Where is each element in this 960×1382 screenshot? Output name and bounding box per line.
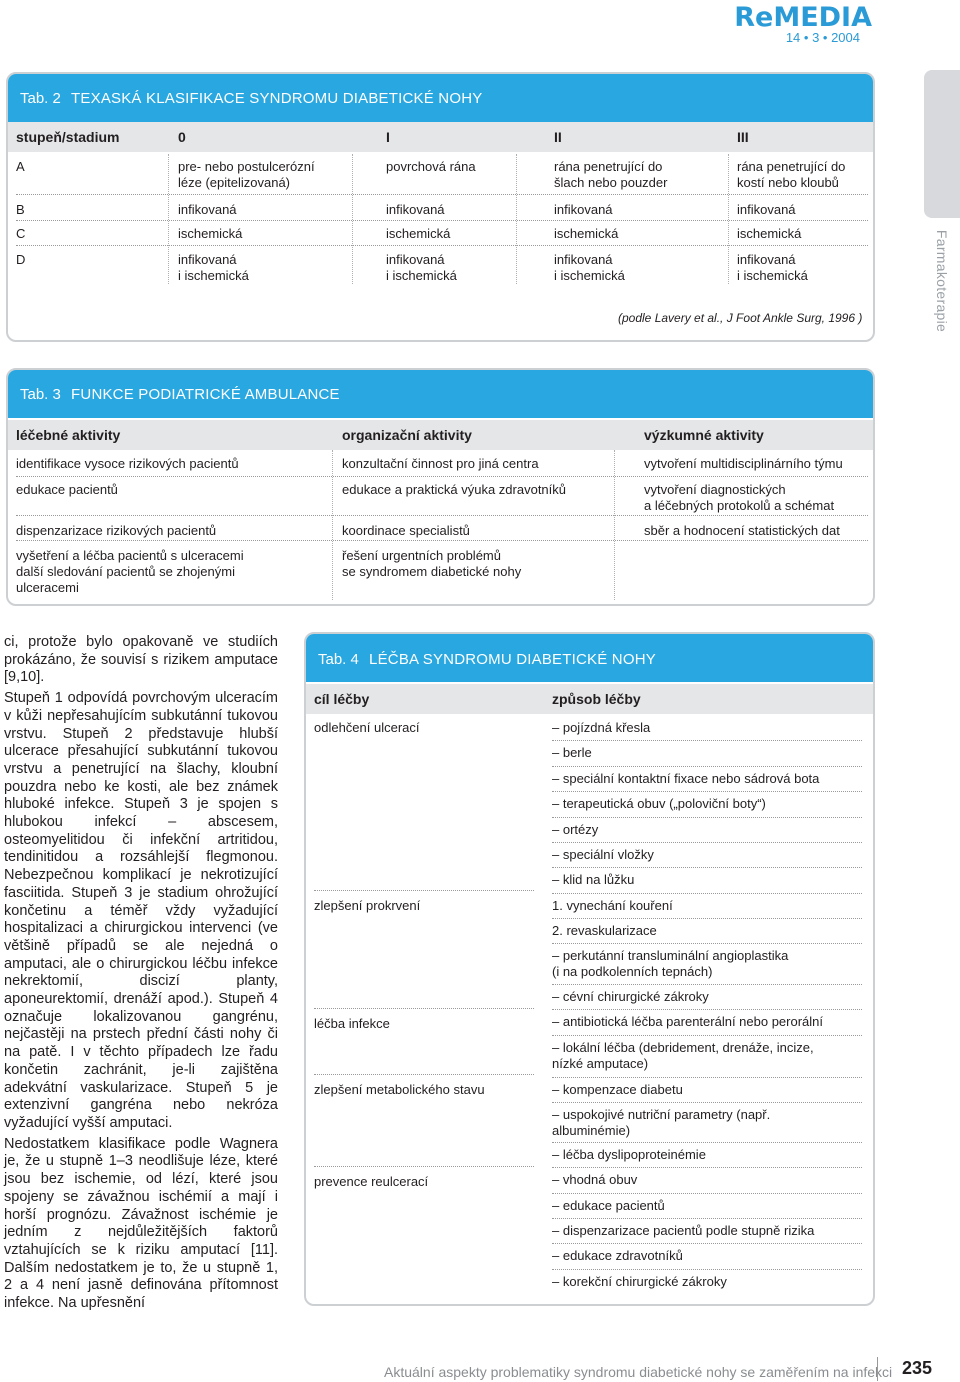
table-cell: infikovaná: [737, 202, 796, 217]
table-cell: pre- nebo postulcerózní léze (epitelizovaná): [178, 159, 315, 190]
table-cell: ischemická: [178, 226, 243, 241]
row-divider: [552, 1193, 862, 1194]
table-cell: infikovaná i ischemická: [386, 252, 457, 283]
table-cell: A: [16, 159, 25, 174]
treatment-method: – korekční chirurgické zákroky: [552, 1274, 727, 1289]
row-divider: [552, 766, 862, 767]
column-divider: [728, 154, 729, 284]
table-2-title: [8, 74, 873, 122]
row-divider: [552, 817, 862, 818]
table-cell: edukace pacientů: [16, 482, 118, 497]
treatment-goal: zlepšení metabolického stavu: [314, 1082, 485, 1097]
table-cell: infikovaná i ischemická: [554, 252, 625, 283]
goal-divider: [314, 1166, 534, 1167]
table-heading: FUNKCE PODIATRICKÉ AMBULANCE: [71, 386, 340, 403]
table-cell: infikovaná i ischemická: [737, 252, 808, 283]
treatment-method: – antibiotická léčba parenterální nebo perorální: [552, 1014, 824, 1029]
table-cell: edukace a praktická výuka zdravotníků: [342, 482, 567, 497]
column-header: stupeň/stadium: [16, 129, 120, 145]
paragraph: ci, protože bylo opakovaně ve studiích prokázáno, že souvisí s rizikem amputace [9,10].: [4, 634, 278, 686]
table-cell: identifikace vysoce rizikových pacientů: [16, 456, 239, 471]
table-cell: dispenzarizace rizikových pacientů: [16, 523, 217, 538]
row-divider: [552, 1167, 862, 1168]
column-header: II: [554, 129, 562, 145]
table-cell: ischemická: [386, 226, 451, 241]
table-cell: C: [16, 226, 26, 241]
table-cell: infikovaná: [554, 202, 613, 217]
section-label: Farmakoterapie: [934, 229, 950, 333]
column-header: léčebné aktivity: [16, 427, 121, 443]
treatment-method: – léčba dyslipoproteinémie: [552, 1147, 706, 1162]
table-3-header: [8, 420, 873, 450]
article-text: [4, 634, 278, 1316]
table-label: Tab. 4: [318, 651, 359, 668]
treatment-method: – edukace pacientů: [552, 1198, 665, 1213]
row-divider: [552, 791, 862, 792]
issue-number: 14 • 3 • 2004: [785, 30, 860, 45]
remedia-logo: ReMEDIA: [734, 2, 872, 33]
section-side-tab: [924, 70, 960, 218]
row-divider: [16, 220, 868, 221]
treatment-method: – perkutánní transluminální angioplastika (i na podkolenních tepnách): [552, 948, 789, 979]
row-divider: [552, 943, 862, 944]
treatment-method: – klid na lůžku: [552, 872, 635, 887]
table-cell: konzultační činnost pro jiná centra: [342, 456, 539, 471]
table-3: [6, 368, 875, 606]
row-divider: [16, 194, 868, 195]
treatment-method: – dispenzarizace pacientů podle stupně rizika: [552, 1223, 815, 1238]
goal-divider: [314, 1008, 534, 1009]
column-divider: [352, 154, 353, 284]
table-cell: D: [16, 252, 26, 267]
treatment-method: – pojízdná křesla: [552, 720, 651, 735]
table-cell: koordinace specialistů: [342, 523, 470, 538]
treatment-goal: léčba infekce: [314, 1016, 390, 1031]
table-cell: vytvoření multidisciplinárního týmu: [644, 456, 843, 471]
treatment-method: – vhodná obuv: [552, 1172, 638, 1187]
treatment-method: – speciální vložky: [552, 847, 654, 862]
table-cell: povrchová rána: [386, 159, 476, 174]
paragraph: Nedostatkem klasifikace podle Wagnera je, že u stupně 1–3 neodlišuje léze, které jsou bez ischemie, od lézí, které jsou spojeny se závažnou ischémií a mají i horší prognózu. Závažnost ischémie je jedním z nejdůležitějších faktorů vztahujících se k riziku amputací [11]. Dalším nedostatkem je to, že u stupně 1, 2 a 4 není jasně definována přítomnost infekce. Na upřesnění: [4, 1135, 278, 1312]
table-cell: infikovaná i ischemická: [178, 252, 249, 283]
row-divider: [552, 1142, 862, 1143]
table-cell: ischemická: [737, 226, 802, 241]
column-header: cíl léčby: [314, 691, 370, 707]
table-4-title: [306, 634, 873, 682]
page-number: 235: [902, 1358, 933, 1378]
row-divider: [552, 867, 862, 868]
row-divider: [16, 515, 868, 516]
table-cell: B: [16, 202, 25, 217]
table-cell: rána penetrující do šlach nebo pouzder: [554, 159, 668, 190]
table-cell: sběr a hodnocení statistických dat: [644, 523, 840, 538]
row-divider: [552, 1102, 862, 1103]
table-label: Tab. 2: [20, 90, 61, 107]
column-header: 0: [178, 129, 186, 145]
row-divider: [552, 918, 862, 919]
row-divider: [16, 245, 868, 246]
table-cell: řešení urgentních problémů se syndromem diabetické nohy: [342, 548, 522, 579]
table-cell: infikovaná: [178, 202, 237, 217]
treatment-method: – lokální léčba (debridement, drenáže, incize, nízké amputace): [552, 1040, 814, 1071]
table-4-header: [306, 684, 873, 714]
goal-divider: [314, 1074, 534, 1075]
treatment-goal: odlehčení ulcerací: [314, 720, 420, 735]
row-divider: [552, 984, 862, 985]
column-header: III: [737, 129, 749, 145]
row-divider: [552, 740, 862, 741]
treatment-method: – edukace zdravotníků: [552, 1248, 683, 1263]
table-cell: infikovaná: [386, 202, 445, 217]
paragraph: Stupeň 1 odpovídá povrchovým ulceracím v kůži nepřesahujícím subkutánní tukovou vrstvu. Stupeň 2 představuje hlubší ulcerace přesahující subkutánní tukovou vrstvu a penetrující na šlachy, kloubní pouzdra nebo ke kosti, ale bez známek hluboké infekce. Stupeň 3 je spojen s hlubokou infekcí – abscesem, osteomyelitidou či infekční artritidou, tendinitidou a rozsáhlejší flegmonou. Nebezpečnou komplikací je nekrotizující fasciitida. Stupeň 3 je stadium ohrožující končetinu a téměř vždy vyžadující hospitalizaci a chirurgickou intervenci (ve většině případů se ale nejedná o amputaci, ale o chirurgickou léčbu infekce nekrektomií, discizí planty, aponeurektomií, drenáží apod.). Stupeň 4 označuje lokalizovanou gangrénu, nejčastěji na prstech přední části nohy či na patě. I v těchto případech lze řadu končetin zachránit, je-li zajištěna adekvátní vaskularizace. Stupeň 5 je extenzivní gangréna nebo nekróza vyžadující vyšší amputaci.: [4, 690, 278, 1131]
row-divider: [16, 540, 868, 541]
row-divider: [552, 842, 862, 843]
table-2-header: [8, 122, 873, 152]
treatment-method: 2. revaskularizace: [552, 923, 657, 938]
table-source: (podle Lavery et al., J Foot Ankle Surg, 1996 ): [618, 311, 863, 325]
row-divider: [552, 1243, 862, 1244]
row-divider: [552, 1218, 862, 1219]
column-divider: [614, 450, 615, 600]
row-divider: [552, 1009, 862, 1010]
row-divider: [552, 1035, 862, 1036]
footer-divider: [877, 1357, 878, 1381]
treatment-method: – kompenzace diabetu: [552, 1082, 683, 1097]
row-divider: [552, 1269, 862, 1270]
table-4: [304, 632, 875, 1306]
table-cell: ischemická: [554, 226, 619, 241]
treatment-method: 1. vynechání kouření: [552, 898, 673, 913]
column-divider: [516, 154, 517, 284]
running-title: Aktuální aspekty problematiky syndromu diabetické nohy se zaměřením na infekci: [384, 1364, 893, 1380]
column-header: organizační aktivity: [342, 427, 472, 443]
column-divider: [168, 154, 169, 284]
row-divider: [552, 1077, 862, 1078]
row-divider: [552, 893, 862, 894]
column-header: výzkumné aktivity: [644, 427, 764, 443]
table-heading: LÉČBA SYNDROMU DIABETICKÉ NOHY: [369, 651, 656, 668]
column-header: způsob léčby: [552, 691, 641, 707]
row-divider: [16, 476, 868, 477]
table-3-title: [8, 370, 873, 418]
table-heading: TEXASKÁ KLASIFIKACE SYNDROMU DIABETICKÉ NOHY: [71, 90, 483, 107]
treatment-method: – uspokojivé nutriční parametry (např. albuminémie): [552, 1107, 771, 1138]
treatment-method: – speciální kontaktní fixace nebo sádrová bota: [552, 771, 820, 786]
treatment-method: – cévní chirurgické zákroky: [552, 989, 709, 1004]
table-cell: vytvoření diagnostických a léčebných protokolů a schémat: [644, 482, 835, 513]
treatment-method: – ortézy: [552, 822, 599, 837]
table-cell: vyšetření a léčba pacientů s ulceracemi další sledování pacientů se zhojenými ulceracemi: [16, 548, 244, 595]
treatment-goal: prevence reulcerací: [314, 1174, 429, 1189]
table-label: Tab. 3: [20, 386, 61, 403]
table-cell: rána penetrující do kostí nebo kloubů: [737, 159, 846, 190]
column-header: I: [386, 129, 390, 145]
column-divider: [332, 450, 333, 600]
treatment-method: – terapeutická obuv („poloviční boty“): [552, 796, 766, 811]
goal-divider: [314, 890, 534, 891]
treatment-goal: zlepšení prokrvení: [314, 898, 421, 913]
table-2: [6, 72, 875, 342]
treatment-method: – berle: [552, 745, 592, 760]
